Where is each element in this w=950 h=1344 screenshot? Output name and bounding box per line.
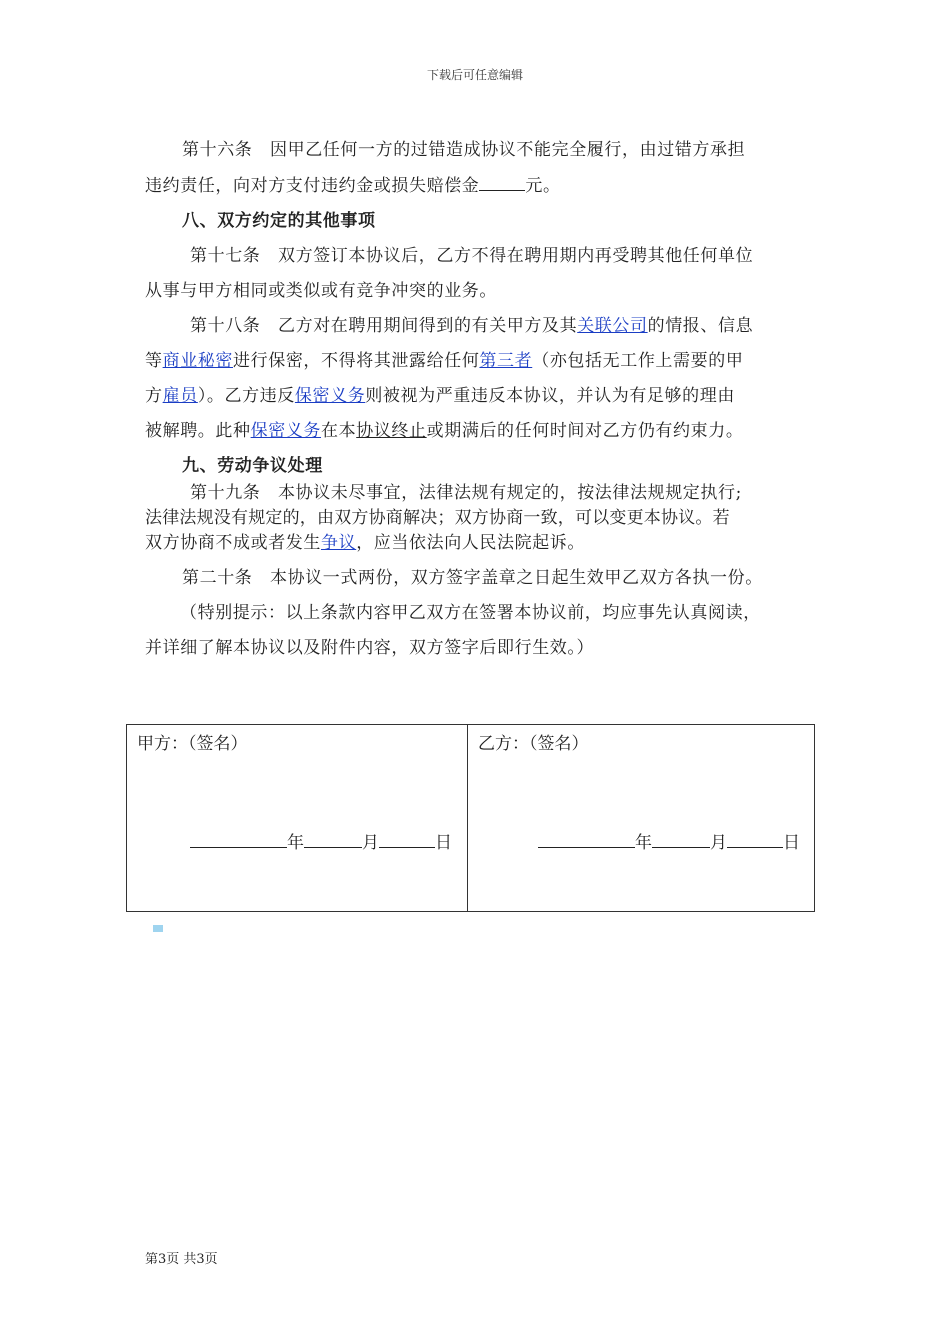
article-19-line-1: 第十九条 本协议未尽事宜，法律法规有规定的，按法律法规规定执行; <box>190 483 742 503</box>
article-19-line-3 <box>145 528 810 553</box>
text: 双方协商不成或者发生 <box>145 533 321 553</box>
month-blank[interactable] <box>652 828 710 848</box>
article-17-line-1: 第十七条 双方签订本协议后，乙方不得在聘用期内再受聘其他任何单位 <box>190 246 754 266</box>
underlined-term: 协议终止 <box>356 421 427 441</box>
year-blank[interactable] <box>538 828 635 848</box>
party-b-label: 乙方：（签名） <box>478 734 589 754</box>
day-blank[interactable] <box>379 828 435 848</box>
text-cursor-marker <box>153 925 163 932</box>
link-confidentiality-duty-2[interactable]: 保密义务 <box>250 421 322 441</box>
year-label: 年 <box>287 833 304 853</box>
text: 被解聘。此种 <box>145 421 251 441</box>
page-header: 下载后可任意编辑 <box>426 68 523 82</box>
day-label: 日 <box>783 833 800 853</box>
link-trade-secret[interactable]: 商业秘密 <box>162 351 234 371</box>
page-footer: 第3页 共3页 <box>145 1252 218 1267</box>
day-label: 日 <box>435 833 452 853</box>
signature-table <box>126 724 815 912</box>
party-a-label: 甲方：（签名） <box>137 734 248 754</box>
month-blank[interactable] <box>304 828 362 848</box>
text: 则被视为严重违反本协议，并认为有足够的理由 <box>365 386 735 406</box>
article-16-line-2 <box>145 171 810 196</box>
link-confidentiality-duty[interactable]: 保密义务 <box>294 386 366 406</box>
text: 进行保密，不得将其泄露给任何 <box>233 351 480 371</box>
link-dispute[interactable]: 争议 <box>321 533 357 553</box>
article-17-line-2: 从事与甲方相同或类似或有竞争冲突的业务。 <box>145 281 497 301</box>
text: 在本 <box>321 421 357 441</box>
article-20: 第二十条 本协议一式两份，双方签字盖章之日起生效甲乙双方各执一份。 <box>182 568 763 588</box>
day-blank[interactable] <box>727 828 783 848</box>
month-label: 月 <box>362 833 379 853</box>
note-line-2: 并详细了解本协议以及附件内容，双方签字后即行生效。） <box>145 638 595 658</box>
note-line-1: （特别提示：以上条款内容甲乙双方在签署本协议前，均应事先认真阅读， <box>180 603 761 623</box>
text: 第十八条 乙方对在聘用期间得到的有关甲方及其 <box>190 316 578 336</box>
party-a-date <box>190 828 452 853</box>
article-18-line-4 <box>145 416 810 441</box>
text: ，应当依法向人民法院起诉。 <box>356 533 586 553</box>
party-b-cell <box>468 725 814 911</box>
article-16-text: 违约责任，向对方支付违约金或损失赔偿金 <box>145 176 480 196</box>
amount-blank <box>479 171 525 191</box>
article-16-unit: 元。 <box>525 176 561 196</box>
link-employee[interactable]: 雇员 <box>162 386 198 406</box>
article-18-line-2 <box>145 346 810 371</box>
party-b-date <box>538 828 800 853</box>
article-19-line-2: 法律法规没有规定的，由双方协商解决；双方协商一致，可以变更本协议。若 <box>145 508 730 528</box>
article-18-line-1 <box>190 311 855 336</box>
article-18-line-3 <box>145 381 810 406</box>
text: 的情报、信息 <box>647 316 754 336</box>
article-16-line-1: 第十六条 因甲乙任何一方的过错造成协议不能完全履行，由过错方承担 <box>182 140 746 160</box>
party-a-cell <box>127 725 468 911</box>
text: （亦包括无工作上需要的甲 <box>532 351 744 371</box>
section-9-heading: 九、劳动争议处理 <box>182 456 323 476</box>
text: 等 <box>145 351 163 371</box>
section-8-heading: 八、双方约定的其他事项 <box>182 211 376 231</box>
year-blank[interactable] <box>190 828 287 848</box>
text: ）。乙方违反 <box>197 386 295 406</box>
text: 或期满后的任何时间对乙方仍有约束力。 <box>426 421 744 441</box>
month-label: 月 <box>710 833 727 853</box>
year-label: 年 <box>635 833 652 853</box>
text: 方 <box>145 386 163 406</box>
link-third-party[interactable]: 第三者 <box>479 351 533 371</box>
link-affiliate[interactable]: 关联公司 <box>577 316 648 336</box>
